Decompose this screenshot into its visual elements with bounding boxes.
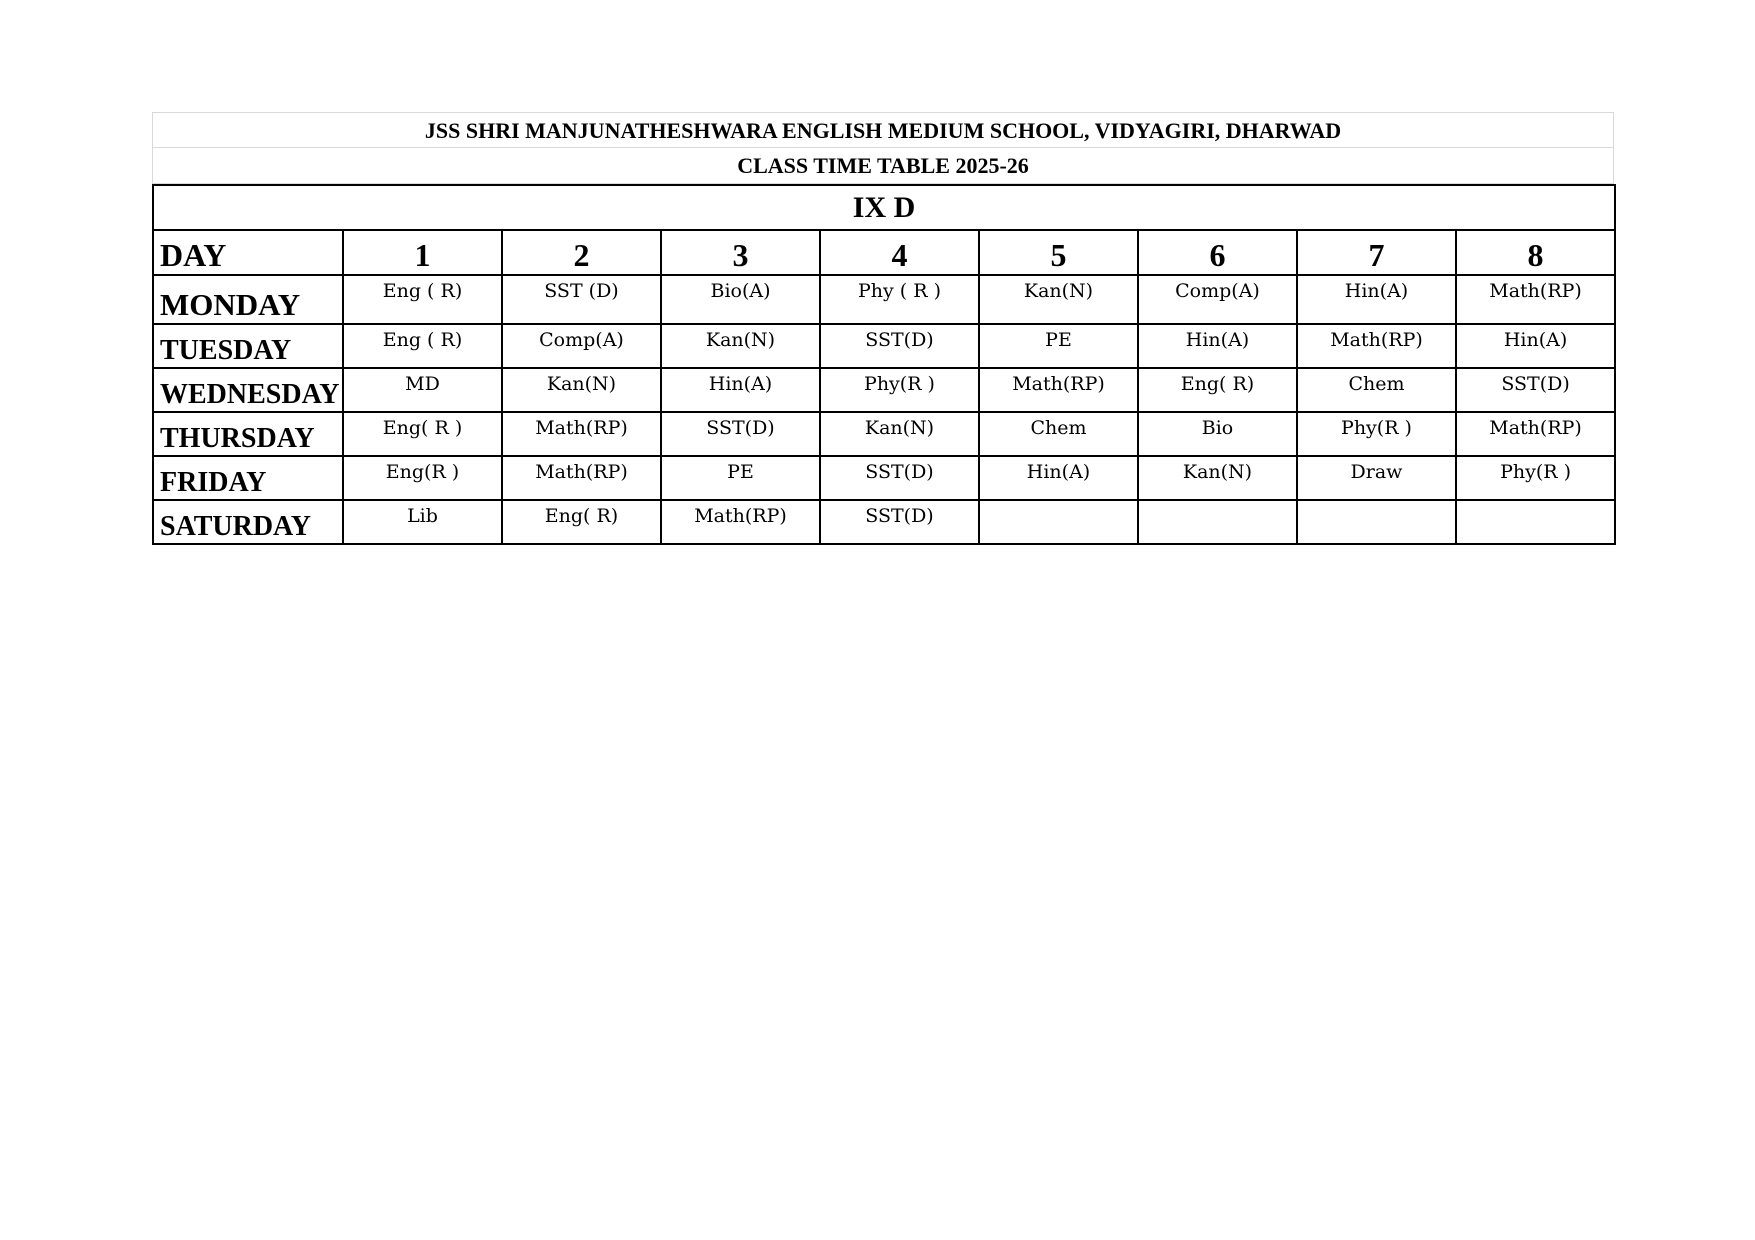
period-cell: SST(D) bbox=[820, 500, 979, 544]
period-cell: SST(D) bbox=[661, 412, 820, 456]
period-cell: Math(RP) bbox=[1297, 324, 1456, 368]
table-row bbox=[153, 500, 1615, 544]
period-cell: Eng( R) bbox=[502, 500, 661, 544]
period-cell: Eng( R ) bbox=[343, 412, 502, 456]
period-cell: Draw bbox=[1297, 456, 1456, 500]
period-cell: Bio bbox=[1138, 412, 1297, 456]
period-cell: Kan(N) bbox=[1138, 456, 1297, 500]
period-cell: Phy ( R ) bbox=[820, 275, 979, 324]
table-row bbox=[153, 324, 1615, 368]
period-header: 1 bbox=[343, 230, 502, 275]
period-header: 4 bbox=[820, 230, 979, 275]
period-cell: SST (D) bbox=[502, 275, 661, 324]
period-header: 8 bbox=[1456, 230, 1615, 275]
period-cell bbox=[1138, 500, 1297, 544]
period-cell: PE bbox=[661, 456, 820, 500]
table-row bbox=[153, 275, 1615, 324]
period-cell: Kan(N) bbox=[502, 368, 661, 412]
day-name: TUESDAY bbox=[153, 324, 343, 368]
document-title: CLASS TIME TABLE 2025-26 bbox=[152, 148, 1614, 184]
period-cell bbox=[979, 500, 1138, 544]
period-cell: Phy(R ) bbox=[1297, 412, 1456, 456]
period-header: 5 bbox=[979, 230, 1138, 275]
timetable bbox=[152, 184, 1616, 545]
period-cell: Kan(N) bbox=[661, 324, 820, 368]
period-cell: Kan(N) bbox=[820, 412, 979, 456]
period-cell bbox=[1297, 500, 1456, 544]
period-cell: PE bbox=[979, 324, 1138, 368]
timetable-body bbox=[153, 275, 1615, 544]
period-cell: Math(RP) bbox=[1456, 412, 1615, 456]
period-cell: Hin(A) bbox=[1297, 275, 1456, 324]
period-cell: Math(RP) bbox=[502, 456, 661, 500]
period-cell: Kan(N) bbox=[979, 275, 1138, 324]
period-cell: Chem bbox=[1297, 368, 1456, 412]
day-name: FRIDAY bbox=[153, 456, 343, 500]
period-cell bbox=[1456, 500, 1615, 544]
period-cell: Math(RP) bbox=[979, 368, 1138, 412]
period-cell: Comp(A) bbox=[502, 324, 661, 368]
period-cell: Phy(R ) bbox=[1456, 456, 1615, 500]
period-cell: Math(RP) bbox=[502, 412, 661, 456]
period-cell: Hin(A) bbox=[661, 368, 820, 412]
period-header: 2 bbox=[502, 230, 661, 275]
day-name: SATURDAY bbox=[153, 500, 343, 544]
period-cell: SST(D) bbox=[820, 324, 979, 368]
period-cell: Phy(R ) bbox=[820, 368, 979, 412]
period-cell: Math(RP) bbox=[1456, 275, 1615, 324]
table-row bbox=[153, 412, 1615, 456]
period-cell: Lib bbox=[343, 500, 502, 544]
period-cell: Eng ( R) bbox=[343, 275, 502, 324]
period-cell: Hin(A) bbox=[1138, 324, 1297, 368]
class-name: IX D bbox=[153, 185, 1615, 230]
period-cell: Hin(A) bbox=[979, 456, 1138, 500]
period-cell: Comp(A) bbox=[1138, 275, 1297, 324]
period-cell: Chem bbox=[979, 412, 1138, 456]
day-name: WEDNESDAY bbox=[153, 368, 343, 412]
period-cell: Eng ( R) bbox=[343, 324, 502, 368]
table-row bbox=[153, 456, 1615, 500]
table-row bbox=[153, 368, 1615, 412]
period-header: 6 bbox=[1138, 230, 1297, 275]
period-cell: MD bbox=[343, 368, 502, 412]
day-name: MONDAY bbox=[153, 275, 343, 324]
period-cell: Eng(R ) bbox=[343, 456, 502, 500]
day-name: THURSDAY bbox=[153, 412, 343, 456]
period-cell: SST(D) bbox=[820, 456, 979, 500]
period-header: 3 bbox=[661, 230, 820, 275]
period-cell: Hin(A) bbox=[1456, 324, 1615, 368]
period-cell: Bio(A) bbox=[661, 275, 820, 324]
header-row bbox=[153, 230, 1615, 275]
timetable-sheet bbox=[152, 112, 1614, 545]
period-header: 7 bbox=[1297, 230, 1456, 275]
period-cell: Math(RP) bbox=[661, 500, 820, 544]
period-cell: SST(D) bbox=[1456, 368, 1615, 412]
period-cell: Eng( R) bbox=[1138, 368, 1297, 412]
day-column-header: DAY bbox=[153, 230, 343, 275]
school-name: JSS SHRI MANJUNATHESHWARA ENGLISH MEDIUM SCHOOL, VIDYAGIRI, DHARWAD bbox=[152, 112, 1614, 148]
